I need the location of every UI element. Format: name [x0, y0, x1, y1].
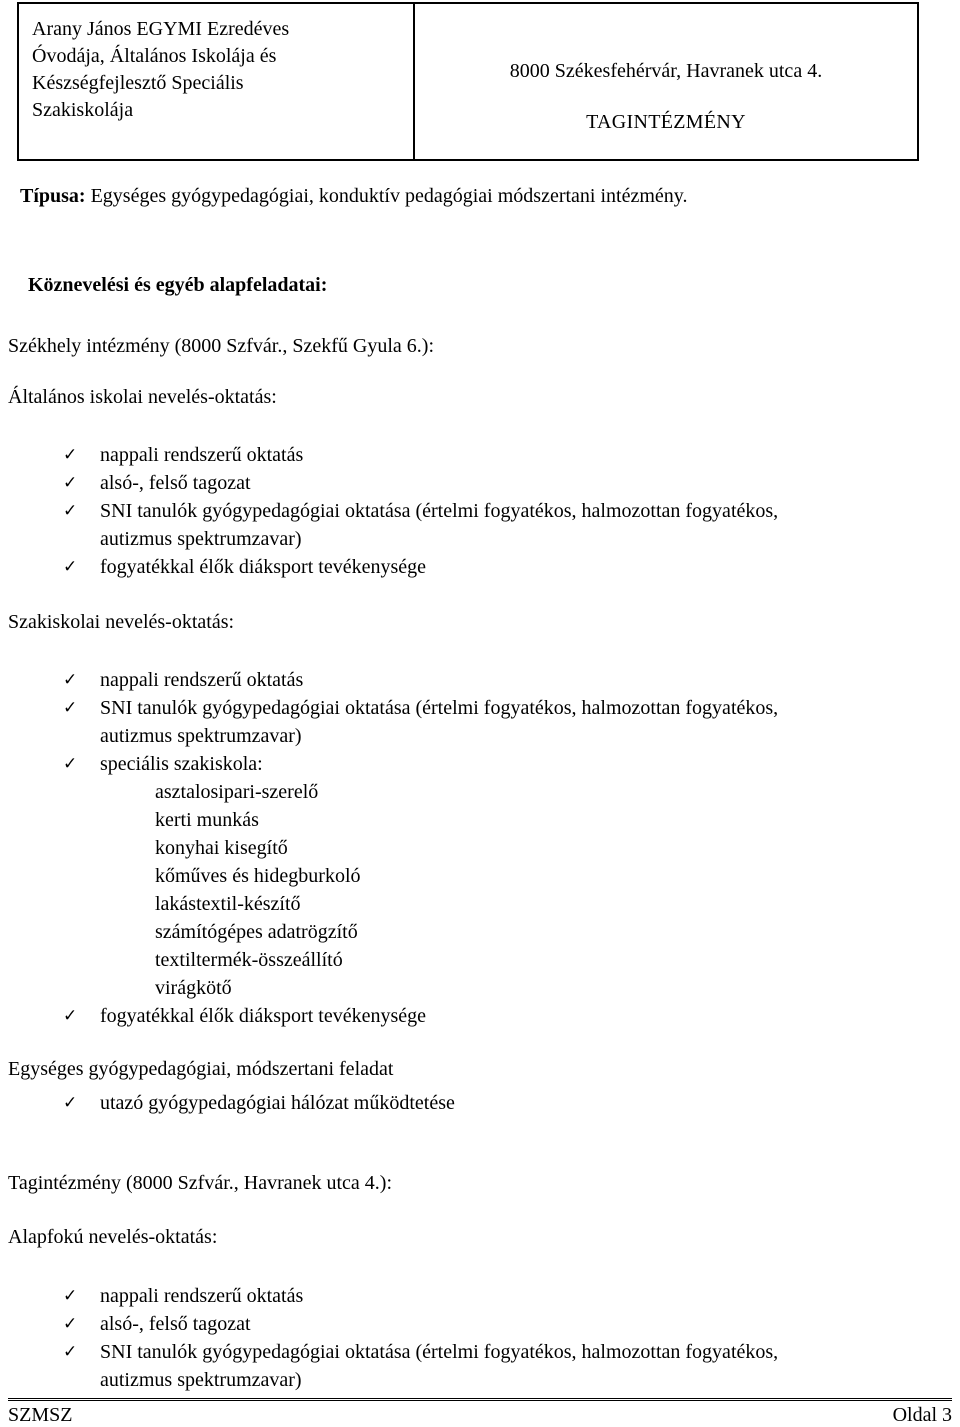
- list-item: ✓ SNI tanulók gyógypedagógiai oktatása (értelmi fogyatékos, halmozottan fogyatékos, autizmus spektrumzavar): [0, 694, 778, 750]
- institution-line: Óvodája, Általános Iskolája és: [32, 45, 277, 67]
- check-icon: ✓: [63, 670, 78, 690]
- seat-line: Székhely intézmény (8000 Szfvár., Szekfű Gyula 6.):: [8, 335, 434, 357]
- trade-item: konyhai kisegítő: [155, 837, 288, 859]
- list-item: ✓ nappali rendszerű oktatás: [0, 666, 778, 694]
- unit-type: TAGINTÉZMÉNY: [586, 111, 746, 133]
- list-item: ✓ speciális szakiskola: asztalosipari-szerelő kerti munkás konyhai kisegítő kőműves és hidegburkoló lakástextil-készítő számítógépes adatrögzítő textiltermék-összeállító virágkötő: [0, 750, 778, 1002]
- institution-line: Arany János EGYMI Ezredéves: [32, 18, 290, 40]
- check-icon: ✓: [63, 1314, 78, 1334]
- check-icon: ✓: [63, 1093, 78, 1113]
- footer-rule: [8, 1398, 952, 1401]
- footer-page-number: Oldal 3: [892, 1404, 952, 1426]
- list-item: ✓ nappali rendszerű oktatás: [0, 1282, 778, 1310]
- trade-item: textiltermék-összeállító: [155, 949, 343, 971]
- member-line: Tagintézmény (8000 Szfvár., Havranek utca 4.):: [8, 1172, 393, 1194]
- primary-list: [0, 441, 778, 581]
- methodology-list: [0, 1089, 455, 1117]
- trade-item: kerti munkás: [155, 809, 259, 831]
- methodology-title: Egységes gyógypedagógiai, módszertani feladat: [8, 1058, 394, 1080]
- check-icon: ✓: [63, 1286, 78, 1306]
- check-icon: ✓: [63, 473, 78, 493]
- institution-type: [20, 185, 687, 208]
- tasks-heading: Köznevelési és egyéb alapfeladatai:: [28, 274, 328, 296]
- check-icon: ✓: [63, 557, 78, 577]
- list-item: ✓ fogyatékkal élők diáksport tevékenysége: [0, 553, 778, 581]
- list-item: ✓ SNI tanulók gyógypedagógiai oktatása (értelmi fogyatékos, halmozottan fogyatékos, autizmus spektrumzavar): [0, 1338, 778, 1394]
- institution-name: [19, 4, 415, 159]
- check-icon: ✓: [63, 501, 78, 521]
- footer-doc-code: SZMSZ: [8, 1404, 73, 1426]
- header-table: [17, 2, 919, 161]
- vocational-title: Szakiskolai nevelés-oktatás:: [8, 611, 235, 633]
- institution-line: Készségfejlesztő Speciális: [32, 72, 244, 94]
- vocational-list: [0, 666, 778, 1030]
- list-item: ✓ utazó gyógypedagógiai hálózat működtetése: [0, 1089, 455, 1117]
- trade-item: számítógépes adatrögzítő: [155, 921, 358, 943]
- address: 8000 Székesfehérvár, Havranek utca 4.: [509, 60, 823, 82]
- list-item: ✓ alsó-, felső tagozat: [0, 469, 778, 497]
- primary-title: Általános iskolai nevelés-oktatás:: [8, 386, 277, 408]
- type-label: Típusa:: [20, 185, 86, 207]
- trade-item: virágkötő: [155, 977, 232, 999]
- list-item: ✓ fogyatékkal élők diáksport tevékenysége: [0, 1002, 778, 1030]
- check-icon: ✓: [63, 445, 78, 465]
- trades-list: [100, 778, 778, 1002]
- institution-line: Szakiskolája: [32, 99, 134, 121]
- type-text: Egységes gyógypedagógiai, konduktív pedagógiai módszertani intézmény.: [85, 185, 688, 207]
- check-icon: ✓: [63, 754, 78, 774]
- basic-list: [0, 1282, 778, 1394]
- basic-title: Alapfokú nevelés-oktatás:: [8, 1226, 218, 1248]
- list-item: ✓ SNI tanulók gyógypedagógiai oktatása (értelmi fogyatékos, halmozottan fogyatékos, autizmus spektrumzavar): [0, 497, 778, 553]
- trade-item: asztalosipari-szerelő: [155, 781, 319, 803]
- check-icon: ✓: [63, 698, 78, 718]
- list-item: ✓ alsó-, felső tagozat: [0, 1310, 778, 1338]
- header-address-cell: [415, 4, 917, 159]
- list-item: ✓ nappali rendszerű oktatás: [0, 441, 778, 469]
- trade-item: lakástextil-készítő: [155, 893, 301, 915]
- check-icon: ✓: [63, 1342, 78, 1362]
- trade-item: kőműves és hidegburkoló: [155, 865, 361, 887]
- check-icon: ✓: [63, 1006, 78, 1026]
